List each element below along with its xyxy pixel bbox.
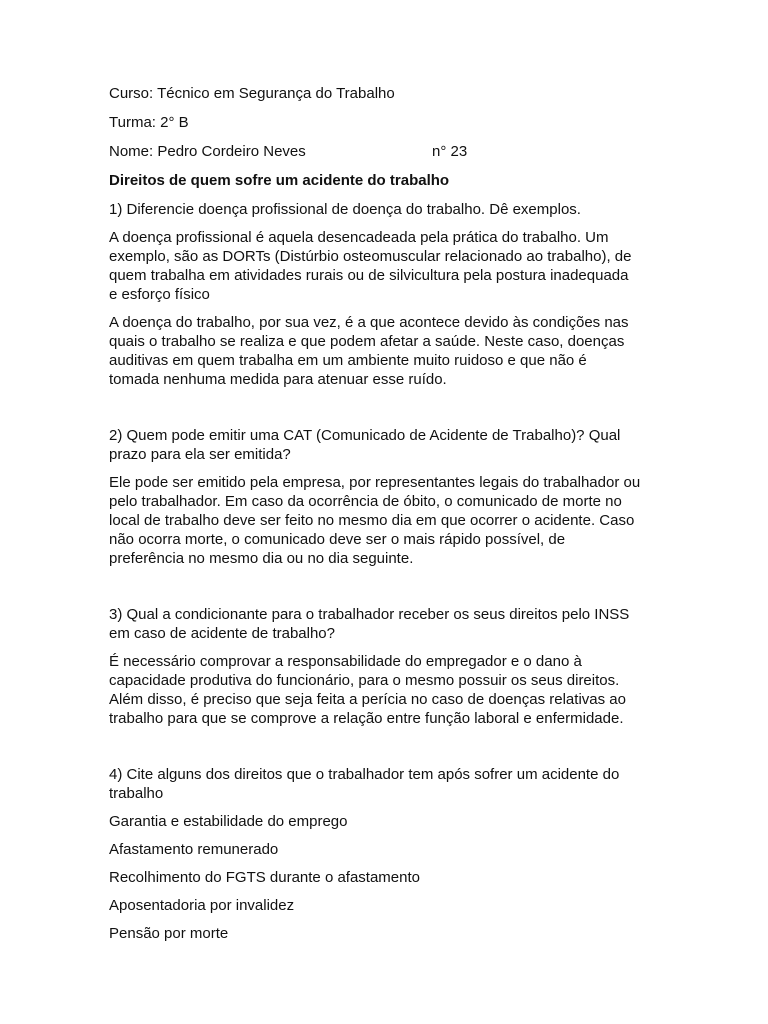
course-line: Curso: Técnico em Segurança do Trabalho (109, 85, 395, 102)
section-spacer (109, 398, 669, 426)
answer-line: exemplo, são as DORTs (Distúrbio osteomuscular relacionado ao trabalho), de (109, 248, 632, 265)
answer-line: A doença do trabalho, por sua vez, é a que acontece devido às condições nas (109, 314, 629, 331)
answer-line: local de trabalho deve ser feito no mesmo dia em que ocorrer o acidente. Caso (109, 512, 635, 529)
right-item: Afastamento remunerado (109, 841, 279, 858)
answer-3 (109, 652, 669, 728)
right-item: Garantia e estabilidade do emprego (109, 813, 348, 830)
question-line: prazo para ela ser emitida? (109, 446, 291, 463)
answer-line: não ocorra morte, o comunicado deve ser o mais rápido possível, de (109, 531, 566, 548)
answer-2 (109, 473, 669, 568)
answer-line: preferência no mesmo dia ou no dia seguinte. (109, 550, 414, 567)
right-item: Recolhimento do FGTS durante o afastamento (109, 869, 421, 886)
name-row (109, 142, 669, 162)
answer-1-paragraph-2 (109, 313, 669, 389)
question-line: em caso de acidente de trabalho? (109, 625, 335, 642)
answer-line: e esforço físico (109, 286, 210, 303)
answer-line: pelo trabalhador. Em caso da ocorrência de óbito, o comunicado de morte no (109, 493, 622, 510)
answer-line: capacidade produtiva do funcionário, para o mesmo possuir os seus direitos. (109, 672, 620, 689)
answer-line: A doença profissional é aquela desencadeada pela prática do trabalho. Um (109, 229, 609, 246)
answer-line: É necessário comprovar a responsabilidade do empregador e o dano à (109, 653, 582, 670)
class-line: Turma: 2° B (109, 114, 189, 131)
answer-line: auditivas em quem trabalha em um ambiente muito ruidoso e que não é (109, 352, 587, 369)
answer-line: Ele pode ser emitido pela empresa, por representantes legais do trabalhador ou (109, 474, 641, 491)
answer-line: quais o trabalho se realiza e que podem afetar a saúde. Neste caso, doenças (109, 333, 625, 350)
answer-1-paragraph-1 (109, 228, 669, 304)
answer-line: Além disso, é preciso que seja feita a perícia no caso de doenças relativas ao (109, 691, 626, 708)
right-item: Aposentadoria por invalidez (109, 897, 295, 914)
question-1: 1) Diferencie doença profissional de doença do trabalho. Dê exemplos. (109, 201, 581, 218)
right-item: Pensão por morte (109, 925, 229, 942)
answer-line: quem trabalha em atividades rurais ou de silvicultura pela postura inadequada (109, 267, 629, 284)
question-line: trabalho (109, 785, 164, 802)
student-name: Nome: Pedro Cordeiro Neves (109, 143, 306, 160)
section-spacer (109, 577, 669, 605)
document-content (109, 84, 669, 952)
answer-line: tomada nenhuma medida para atenuar esse ruído. (109, 371, 447, 388)
question-4 (109, 765, 669, 803)
question-line: 2) Quem pode emitir uma CAT (Comunicado de Acidente de Trabalho)? Qual (109, 427, 621, 444)
document-title: Direitos de quem sofre um acidente do trabalho (109, 172, 450, 189)
question-3 (109, 605, 669, 643)
question-line: 4) Cite alguns dos direitos que o trabalhador tem após sofrer um acidente do (109, 766, 620, 783)
student-number: n° 23 (432, 143, 468, 160)
section-spacer (109, 737, 669, 765)
question-2 (109, 426, 669, 464)
answer-line: trabalho para que se comprove a relação entre função laboral e enfermidade. (109, 710, 624, 727)
question-line: 3) Qual a condicionante para o trabalhador receber os seus direitos pelo INSS (109, 606, 630, 623)
